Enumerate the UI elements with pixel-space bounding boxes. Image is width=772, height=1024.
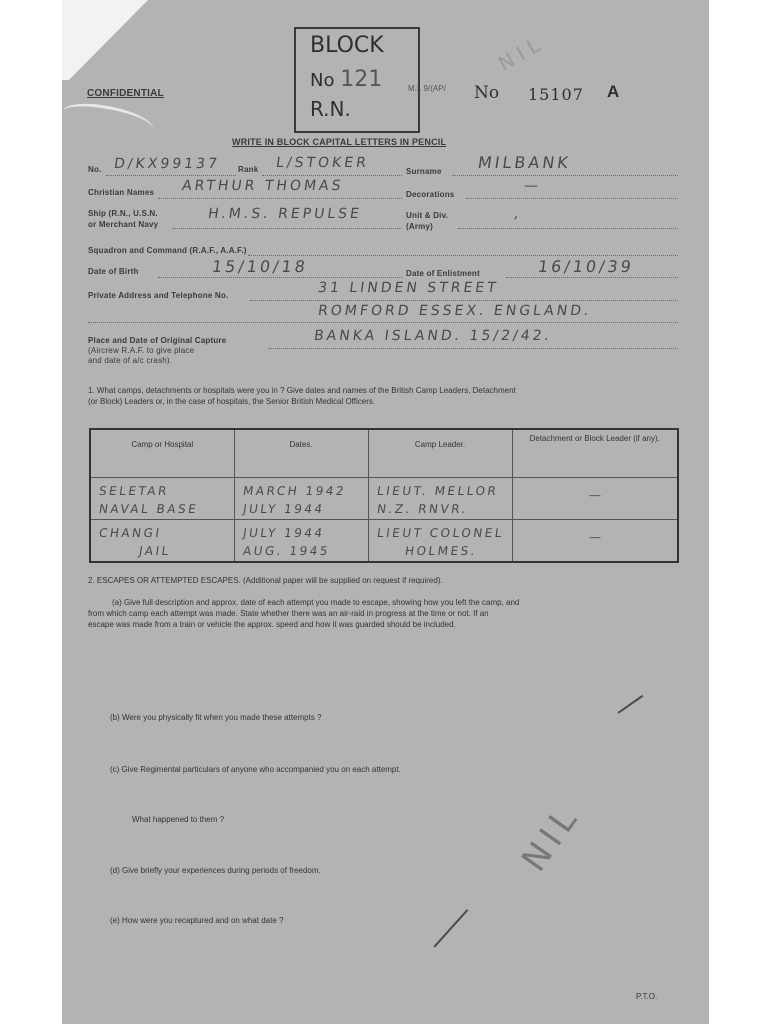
- detachment-cell: —: [512, 519, 678, 562]
- decorations-value: —: [522, 178, 543, 194]
- folded-corner: [62, 0, 148, 80]
- q2c-text: (c) Give Regimental particulars of anyone who accompanied you on each attempt.: [110, 765, 401, 774]
- christian-names-value: ARTHUR THOMAS: [180, 178, 345, 194]
- q2-heading: 2. ESCAPES OR ATTEMPTED ESCAPES. (Additional paper will be supplied on request if required).: [88, 576, 443, 585]
- q2a-line3: escape was made from a train or vehicle the approx. speed and how it was guarded should be included.: [88, 620, 456, 629]
- dates-cell: MARCH 1942 JULY 1944: [234, 478, 368, 520]
- table-header-row: [90, 429, 678, 478]
- instruction-heading: WRITE IN BLOCK CAPITAL LETTERS IN PENCIL: [232, 137, 447, 147]
- leader-cell: LIEUT. MELLOR N.Z. RNVR.: [368, 478, 512, 520]
- service-number-value: D/KX99137: [112, 156, 221, 172]
- camps-table: [89, 428, 679, 563]
- detachment-cell: —: [512, 478, 678, 520]
- address-line1: 31 LINDEN STREET: [316, 280, 500, 296]
- leader-cell: LIEUT COLONEL HOLMES.: [368, 519, 512, 562]
- pto-label: P.T.O.: [636, 992, 658, 1001]
- q2c-followup-text: What happened to them ?: [132, 815, 225, 824]
- string-tie: [60, 100, 155, 142]
- form-sheet: [62, 0, 709, 1024]
- unit-label-line2: (Army): [406, 222, 433, 231]
- form-number: 15107: [528, 85, 584, 104]
- date-of-birth-value: 15/10/18: [210, 257, 310, 276]
- date-of-birth-label: Date of Birth: [88, 267, 139, 276]
- camp-cell: SELETAR NAVAL BASE: [90, 478, 234, 520]
- ship-label-line2: or Merchant Navy: [88, 220, 159, 229]
- stamp-rn-text: R.N.: [310, 97, 351, 121]
- stamp-number: No 121: [310, 67, 383, 92]
- surname-value: MILBANK: [476, 153, 573, 172]
- unit-value: ,: [512, 206, 523, 222]
- capture-label-line3: and date of a/c crash).: [88, 356, 173, 365]
- q2a-line1: (a) Give full description and approx. date of each attempt you made to escape, showing how you left the camp, and: [112, 598, 520, 607]
- dates-cell: JULY 1944 AUG. 1945: [234, 519, 368, 562]
- unit-label-line1: Unit & Div.: [406, 211, 449, 220]
- column-header: Detachment or Block Leader (if any).: [512, 429, 678, 478]
- form-suffix: A: [607, 82, 620, 101]
- enlistment-label: Date of Enlistment: [406, 269, 480, 278]
- column-header: Dates.: [234, 429, 368, 478]
- q1-text-line2: (or Block) Leaders or, in the case of hospitals, the Senior British Medical Officers.: [88, 397, 376, 406]
- table-row: [90, 478, 678, 520]
- rank-label: Rank: [238, 165, 259, 174]
- decorations-label: Decorations: [406, 190, 455, 199]
- q2b-text: (b) Were you physically fit when you made these attempts ?: [110, 713, 322, 722]
- table-row: [90, 519, 678, 562]
- pencil-stroke: [618, 695, 643, 713]
- ship-label-line1: Ship (R.N., U.S.N.: [88, 209, 158, 218]
- q2e-text: (e) How were you recaptured and on what date ?: [110, 916, 284, 925]
- enlistment-value: 16/10/39: [536, 257, 636, 276]
- address-label: Private Address and Telephone No.: [88, 291, 229, 300]
- camp-cell: CHANGI JAIL: [90, 519, 234, 562]
- capture-label-line2: (Aircrew R.A.F. to give place: [88, 346, 195, 355]
- q2d-text: (d) Give briefly your experiences during periods of freedom.: [110, 866, 321, 875]
- squadron-label: Squadron and Command (R.A.F., A.A.F.): [88, 246, 247, 255]
- q1-text-line1: 1. What camps, detachments or hospitals were you in ? Give dates and names of the British Camp Leaders, Detachment: [88, 386, 516, 395]
- column-header: Camp Leader.: [368, 429, 512, 478]
- capture-label-line1: Place and Date of Original Capture: [88, 336, 227, 345]
- capture-value: BANKA ISLAND. 15/2/42.: [312, 328, 554, 344]
- stamp-block-text: BLOCK: [310, 33, 384, 58]
- address-line2: ROMFORD ESSEX. ENGLAND.: [316, 303, 593, 319]
- q2a-line2: from which camp each attempt was made. State whether there was an air-raid in progress at the time or not. If an: [88, 609, 489, 618]
- nil-answer: NIL: [514, 796, 589, 879]
- christian-names-label: Christian Names: [88, 188, 155, 197]
- pencil-stroke: [433, 909, 468, 947]
- column-header: Camp or Hospital: [90, 429, 234, 478]
- ship-value: H.M.S. REPULSE: [206, 206, 363, 222]
- rank-value: L/STOKER: [274, 155, 370, 171]
- block-stamp: [294, 27, 420, 133]
- faint-nil-mark: NIL: [494, 29, 550, 76]
- surname-label: Surname: [406, 167, 442, 176]
- form-no-label: No: [474, 83, 500, 103]
- no-label: No.: [88, 165, 102, 174]
- confidential-label: CONFIDENTIAL: [87, 88, 164, 99]
- reference-code: M.I. 9/(AP/: [408, 84, 446, 93]
